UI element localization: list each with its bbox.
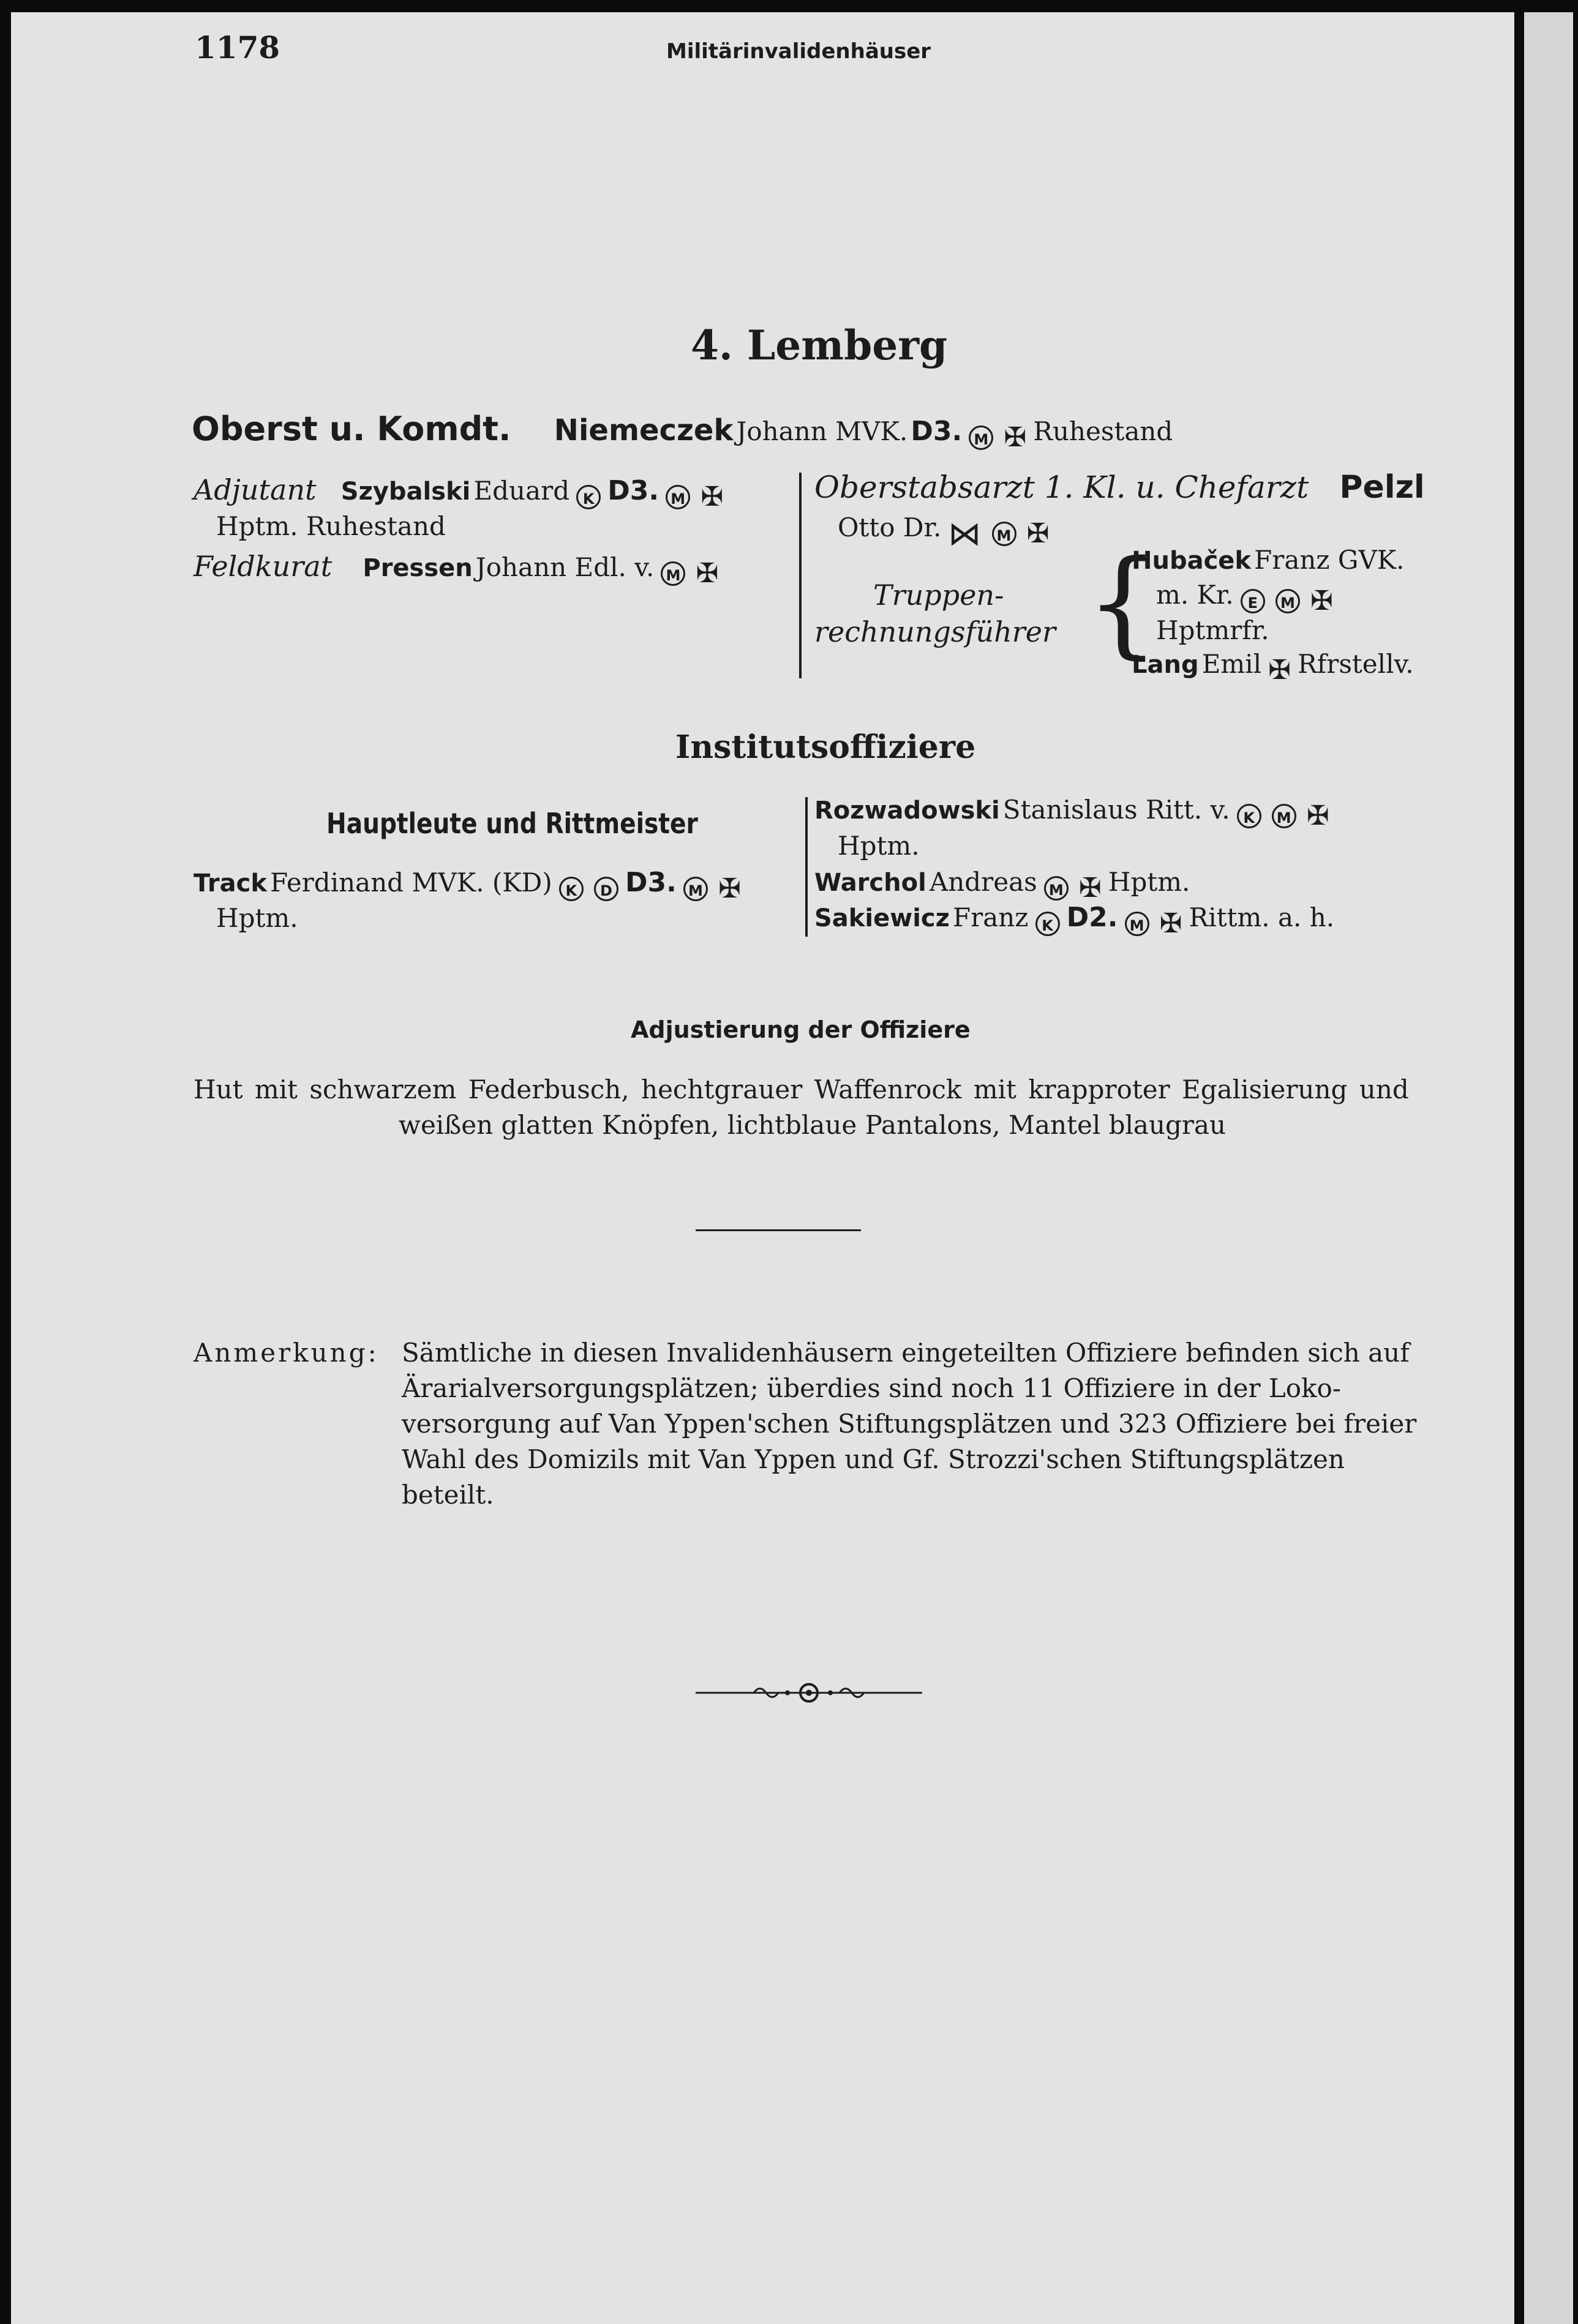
cross-icon: ✠ — [1306, 800, 1329, 831]
m-medal-icon: M — [683, 877, 708, 901]
chaplain-role: Feldkurat — [193, 550, 333, 583]
officer-left-line — [193, 866, 745, 905]
acc2-rank: Rfrstellv. — [1298, 649, 1414, 679]
officer-details: Andreas — [929, 867, 1037, 897]
chaplain-details: Johann Edl. v. — [475, 552, 655, 582]
cross-icon: ✠ — [701, 481, 724, 512]
cross-icon: ✠ — [1026, 517, 1050, 549]
officer-rank: Hptm. — [838, 831, 920, 861]
acc1-line2: m. Kr. — [1156, 580, 1234, 610]
officer-left-surname: Track — [193, 869, 267, 898]
officer-right-3 — [814, 901, 1334, 940]
order-icon: ⋈ — [948, 514, 982, 553]
m-medal-icon: M — [1276, 589, 1300, 613]
cross-icon: ✠ — [696, 557, 719, 589]
d-medal-icon: D — [594, 877, 618, 901]
ornament-icon — [696, 1677, 922, 1708]
commander-line — [192, 409, 1173, 457]
officers-divider — [805, 797, 808, 937]
officers-heading: Institutsoffiziere — [675, 729, 976, 766]
adjutant-given: Eduard — [473, 476, 570, 506]
m-medal-icon: M — [992, 522, 1016, 546]
acc2-given: Emil — [1201, 649, 1262, 679]
document-page — [11, 12, 1514, 2324]
m-medal-icon: M — [1044, 876, 1069, 901]
adjutant-role: Adjutant — [193, 473, 317, 506]
cross-icon: ✠ — [1268, 654, 1291, 686]
officer-surname: Rozwadowski — [814, 797, 1000, 825]
m-medal-icon: M — [1272, 804, 1296, 828]
section-rule — [696, 1229, 861, 1231]
accountant2-line — [1132, 648, 1414, 686]
m-medal-icon: M — [969, 425, 993, 450]
brace-icon: { — [1086, 535, 1160, 670]
cross-icon: ✠ — [1310, 585, 1333, 617]
cross-icon: ✠ — [718, 872, 741, 904]
uniform-heading: Adjustierung der Offiziere — [631, 1016, 971, 1043]
k-medal-icon: K — [1237, 804, 1261, 828]
commander-surname: Niemeczek — [554, 413, 734, 448]
physician-given: Otto Dr. — [838, 512, 942, 542]
commander-grade: D3. — [911, 416, 963, 447]
section-title: 4. Lemberg — [691, 321, 948, 369]
note-line2: Ärarialversorgungsplätzen; überdies sind noch 11 Offiziere in der Loko- — [402, 1373, 1341, 1403]
running-title: Militärinvalidenhäuser — [666, 39, 931, 64]
m-medal-icon: M — [1125, 912, 1149, 936]
k-medal-icon: K — [576, 485, 601, 509]
accountant1-line1 — [1132, 544, 1405, 582]
officer-rank: Rittm. a. h. — [1189, 902, 1335, 932]
officer-left-grade: D3. — [625, 867, 677, 898]
adjacent-page-edge — [1514, 12, 1578, 2324]
officer-right-1 — [814, 793, 1333, 833]
commander-role: Oberst u. Komdt. — [192, 410, 511, 448]
page-number: 1178 — [195, 29, 280, 66]
note-line1: Sämtliche in diesen Invalidenhäusern eingeteilten Offiziere befinden sich auf — [402, 1338, 1410, 1368]
acc1-surname: Hubaček — [1132, 547, 1252, 575]
officer-details: Stanislaus Ritt. v. — [1002, 795, 1230, 825]
officer-grade: D2. — [1066, 902, 1118, 933]
officer-left-details: Ferdinand MVK. (KD) — [270, 868, 552, 898]
k-medal-icon: K — [559, 877, 584, 901]
officer-left-line2: Hptm. — [216, 903, 298, 933]
note-line5: beteilt. — [402, 1480, 494, 1510]
adjutant-grade: D3. — [607, 475, 659, 506]
chaplain-surname: Pressen — [363, 554, 473, 582]
uniform-line1: Hut mit schwarzem Federbusch, hechtgrauer Waffenrock mit krapproter Egalisierung und — [193, 1074, 1409, 1104]
cross-icon: ✠ — [1159, 907, 1182, 939]
accountant-role-1: Truppen- — [873, 579, 1004, 612]
cross-icon: ✠ — [1004, 421, 1027, 453]
m-medal-icon: M — [661, 561, 685, 586]
commander-status: Ruhestand — [1033, 416, 1173, 446]
accountant-role-2: rechnungsführer — [814, 615, 1056, 648]
physician-line2 — [838, 511, 1053, 553]
column-divider — [799, 473, 802, 678]
acc1-line3: Hptmrfr. — [1156, 615, 1269, 645]
officer-surname: Warchol — [814, 869, 926, 897]
officer-surname: Sakiewicz — [814, 904, 950, 932]
chaplain-line — [193, 549, 722, 590]
accountant1-line2 — [1156, 579, 1337, 617]
note-line4: Wahl des Domizils mit Van Yppen und Gf. Strozzi'schen Stiftungsplätzen — [402, 1444, 1345, 1474]
officer-rank: Hptm. — [1108, 867, 1190, 897]
note-line3: versorgung auf Van Yppen'schen Stiftungsplätzen und 323 Offiziere bei freier — [402, 1409, 1417, 1439]
acc1-details: Franz GVK. — [1254, 545, 1405, 575]
officer-right-2 — [814, 865, 1190, 905]
commander-details: Johann MVK. — [736, 416, 908, 446]
k-medal-icon: K — [1035, 912, 1060, 936]
uniform-line2: weißen glatten Knöpfen, lichtblaue Pantalons, Mantel blaugrau — [399, 1110, 1227, 1140]
adjutant-surname: Szybalski — [340, 478, 471, 506]
officer-details: Franz — [953, 902, 1029, 932]
m-medal-icon: M — [666, 485, 690, 509]
physician-line — [814, 469, 1425, 513]
officers-subheading: Hauptleute und Rittmeister — [326, 807, 698, 840]
acc2-surname: Lang — [1132, 651, 1199, 679]
adjutant-line2: Hptm. Ruhestand — [216, 511, 446, 541]
cross-icon: ✠ — [1078, 872, 1102, 904]
e-medal-icon: E — [1241, 589, 1265, 613]
adjutant-line — [193, 473, 727, 514]
note-label: Anmerkung: — [193, 1338, 379, 1368]
physician-role: Oberstabsarzt 1. Kl. u. Chefarzt — [814, 470, 1309, 505]
physician-surname: Pelzl — [1339, 469, 1425, 506]
